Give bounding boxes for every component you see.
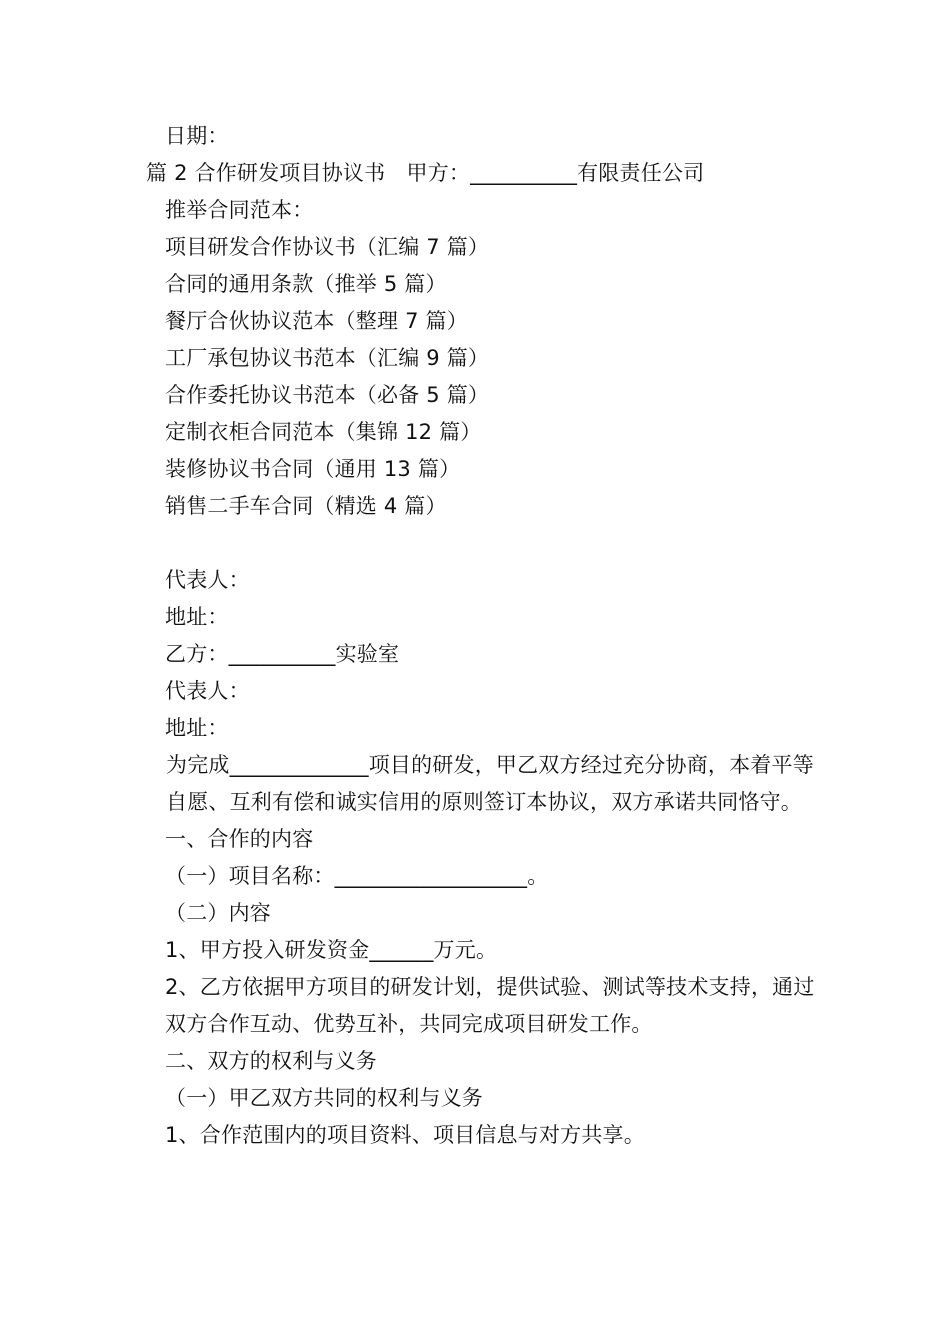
recommendation-link[interactable]: 销售二手车合同（精选 4 篇） <box>165 494 447 518</box>
blank-line <box>146 525 816 562</box>
header-line: 篇 2 合作研发项目协议书 甲方：__________有限责任公司 <box>146 161 705 185</box>
party-b-representative: 代表人： <box>165 679 250 703</box>
recommendation-link[interactable]: 合作委托协议书范本（必备 5 篇） <box>165 383 490 407</box>
recommendation-link[interactable]: 餐厅合伙协议范本（整理 7 篇） <box>165 309 468 333</box>
section-1-point-2: 2、乙方依据甲方项目的研发计划，提供试验、测试等技术支持，通过双方合作互动、优势互补，共同完成项目研发工作。 <box>165 975 815 1036</box>
recommendation-link[interactable]: 定制衣柜合同范本（集锦 12 篇） <box>165 420 482 444</box>
recommendation-link[interactable]: 装修协议书合同（通用 13 篇） <box>165 457 461 481</box>
section-1-point-1: 1、甲方投入研发资金______万元。 <box>165 938 498 962</box>
section-2-title: 二、双方的权利与义务 <box>165 1049 377 1073</box>
document-body <box>146 118 816 1154</box>
party-a-address: 地址： <box>165 605 229 629</box>
party-b-line: 乙方：__________实验室 <box>165 642 400 666</box>
recommendation-link[interactable]: 合同的通用条款（推举 5 篇） <box>165 272 447 296</box>
recommend-title: 推举合同范本： <box>165 198 314 222</box>
party-a-representative: 代表人： <box>165 568 250 592</box>
section-1-title: 一、合作的内容 <box>165 827 314 851</box>
recommendation-link[interactable]: 项目研发合作协议书（汇编 7 篇） <box>165 235 490 259</box>
date-line: 日期： <box>165 124 229 148</box>
section-2-item-1: （一）甲乙双方共同的权利与义务 <box>165 1086 483 1110</box>
recommendation-link[interactable]: 工厂承包协议书范本（汇编 9 篇） <box>165 346 490 370</box>
section-1-item-1: （一）项目名称：__________________。 <box>165 864 549 888</box>
intro-paragraph: 为完成_____________项目的研发，甲乙双方经过充分协商，本着平等自愿、互利有偿和诚实信用的原则签订本协议，双方承诺共同恪守。 <box>166 753 814 814</box>
party-b-address: 地址： <box>165 716 229 740</box>
section-2-point-1: 1、合作范围内的项目资料、项目信息与对方共享。 <box>165 1123 645 1147</box>
section-1-item-2: （二）内容 <box>165 901 271 925</box>
